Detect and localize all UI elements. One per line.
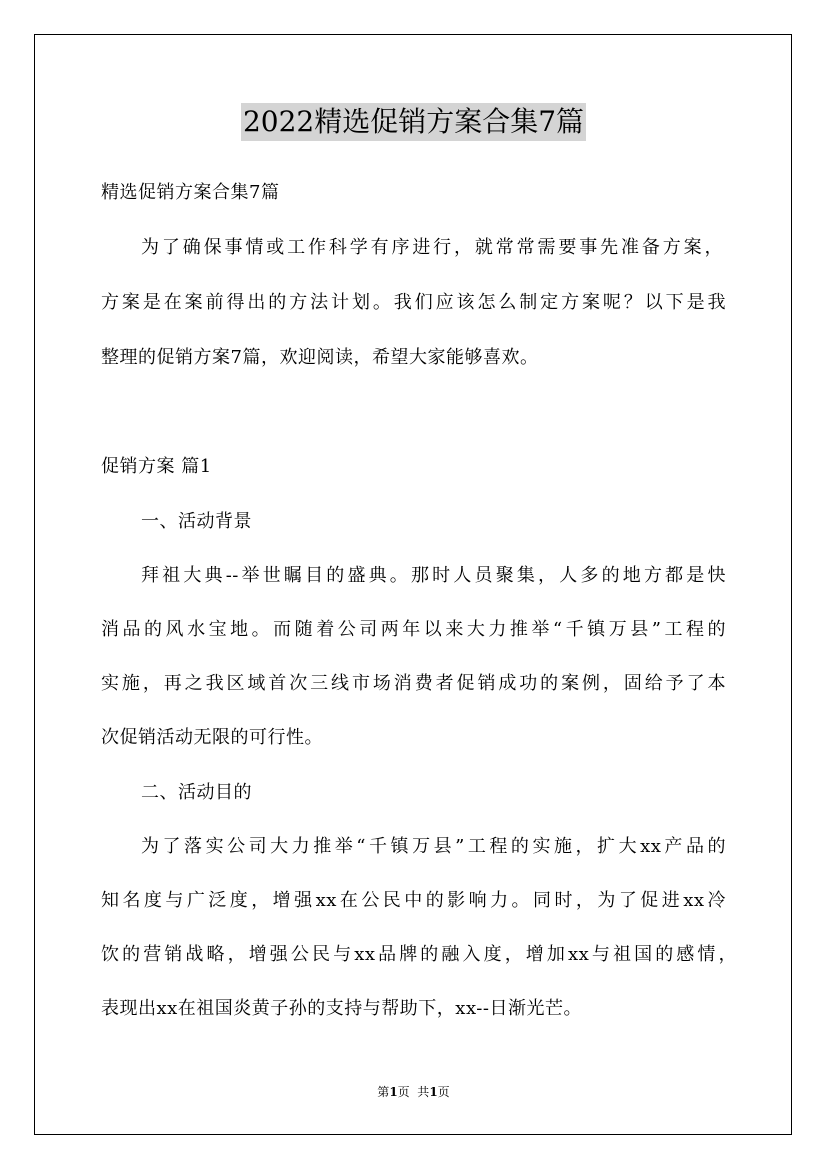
footer-total-pages: 1 xyxy=(429,1085,438,1099)
part1-line-3: 实施，再之我区域首次三线市场消费者促销成功的案例，固给予了本 xyxy=(101,673,726,694)
part2-line-2: 知名度与广泛度，增强xx在公民中的影响力。同时，为了促进xx冷 xyxy=(101,890,726,911)
intro-line-2: 方案是在案前得出的方法计划。我们应该怎么制定方案呢？以下是我 xyxy=(101,292,726,313)
intro-line-1: 为了确保事情或工作科学有序进行，就常常需要事先准备方案， xyxy=(141,237,723,258)
page-footer xyxy=(0,1084,827,1100)
part1-line-1: 拜祖大典--举世瞩目的盛典。那时人员聚集，人多的地方都是快 xyxy=(141,565,726,586)
part2-heading: 二、活动目的 xyxy=(141,782,252,803)
footer-current-page: 1 xyxy=(389,1085,398,1099)
part2-line-3: 饮的营销战略，增强公民与xx品牌的融入度，增加xx与祖国的感情， xyxy=(101,944,737,965)
title-container xyxy=(0,103,827,141)
part2-line-4: 表现出xx在祖国炎黄子孙的支持与帮助下，xx--日渐光芒。 xyxy=(101,998,582,1019)
document-subtitle: 精选促销方案合集7篇 xyxy=(101,182,280,203)
intro-line-3: 整理的促销方案7篇，欢迎阅读，希望大家能够喜欢。 xyxy=(101,347,539,368)
footer-suffix: 页 xyxy=(437,1085,450,1099)
part1-line-2: 消品的风水宝地。而随着公司两年以来大力推举“千镇万县”工程的 xyxy=(101,619,726,640)
section-heading: 促销方案 篇1 xyxy=(101,456,212,477)
part1-heading: 一、活动背景 xyxy=(141,511,252,532)
footer-prefix: 第 xyxy=(377,1085,390,1099)
part1-line-4: 次促销活动无限的可行性。 xyxy=(101,727,323,748)
part2-line-1: 为了落实公司大力推举“千镇万县”工程的实施，扩大xx产品的 xyxy=(141,836,726,857)
footer-mid: 页 共 xyxy=(397,1085,430,1099)
document-title: 2022精选促销方案合集7篇 xyxy=(241,103,586,141)
